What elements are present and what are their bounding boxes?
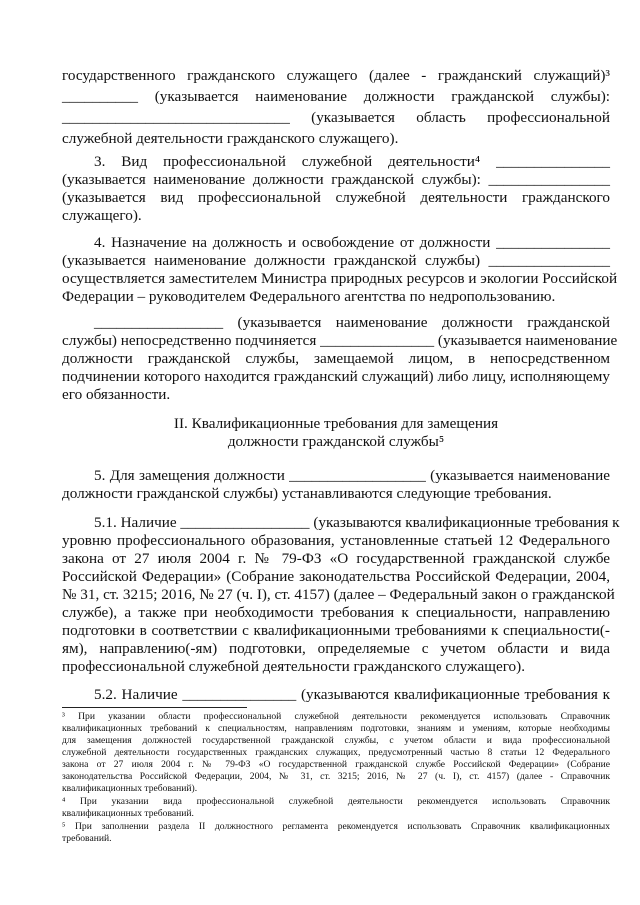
body-line: его обязанности.	[62, 386, 171, 403]
paragraph-subordination-start: _________________ (указывается наименование должности гражданской	[94, 314, 610, 331]
footnote-line: ³ При указании области профессиональной служебной деятельности рекомендуется использовать Справочник	[62, 711, 610, 722]
footnote-line: квалификационных требований к специальностям, направлениям подготовки, знаниям и умениям, которые необходимы	[62, 723, 610, 734]
paragraph-4-start: 4. Назначение на должность и освобождение от должности _______________	[94, 234, 610, 251]
footnote-separator	[62, 707, 247, 708]
body-line: должности гражданской службы) устанавливаются следующие требования.	[62, 485, 552, 502]
body-line: закона от 27 июля 2004 г. № 79-ФЗ «О государственной гражданской службе	[62, 550, 610, 567]
footnote-line: квалификационных требований.	[62, 808, 194, 819]
body-line: государственного гражданского служащего (далее - гражданский служащий)³	[62, 67, 610, 84]
paragraph-5-1-start: 5.1. Наличие _________________ (указываются квалификационные требования к	[94, 514, 620, 531]
body-line: подготовки в соответствии с квалификационными требованиями к специальности(-	[62, 622, 610, 639]
paragraph-5-2-start: 5.2. Наличие _______________ (указываются квалификационные требования к	[94, 686, 610, 703]
body-line: ______________________________ (указывается область профессиональной	[62, 109, 610, 126]
body-line: № 31, ст. 3215; 2016, № 27 (ч. I), ст. 4157) (далее – Федеральный закон о гражданской	[62, 586, 615, 603]
body-line: (указывается наименование должности гражданской службы): ________________	[62, 171, 610, 188]
section-heading: должности гражданской службы⁵	[227, 433, 445, 450]
body-line: уровню профессионального образования, установленные статьей 12 Федерального	[62, 532, 610, 549]
body-line: Российской Федерации» (Собрание законодательства Российской Федерации, 2004,	[62, 568, 610, 585]
footnote-line: служебной деятельности государственных гражданских служащих, предусмотренный частью 8 статьи 12 Федерального	[62, 747, 610, 758]
body-line: профессиональной служебной деятельности гражданского служащего).	[62, 658, 526, 675]
body-line: осуществляется заместителем Министра природных ресурсов и экологии Российской	[62, 270, 618, 287]
body-line: ям), направлению(-ям) подготовки, определяемые с учетом области и вида	[62, 640, 610, 657]
footnote-line: законодательства Российской Федерации, 2004, № 31, ст. 3215; 2016, № 27 (ч. I), ст. 4157) (далее - Справочник	[62, 771, 610, 782]
paragraph-3-start: 3. Вид профессиональной служебной деятельности⁴ _______________	[94, 153, 610, 170]
section-heading: II. Квалификационные требования для замещения	[173, 415, 499, 432]
body-line: службе), а также при необходимости требования к специальности, направлению	[62, 604, 610, 621]
paragraph-5-start: 5. Для замещения должности __________________ (указывается наименование	[94, 467, 610, 484]
footnote-line: требований.	[62, 833, 112, 844]
body-line: службы) непосредственно подчиняется _______________ (указывается наименование	[62, 332, 618, 349]
body-line: __________ (указывается наименование должности гражданской службы):	[62, 88, 610, 105]
body-line: должности гражданской службы, замещаемой лицом, в непосредственном	[62, 350, 610, 367]
footnote-line: квалификационных требований).	[62, 783, 198, 794]
body-line: служащего).	[62, 207, 142, 224]
body-line: Федерации – руководителем Федерального агентства по недропользованию.	[62, 288, 556, 305]
footnote-line: закона от 27 июля 2004 г. № 79-ФЗ «О государственной гражданской службе Российской Федерации» (Собрание	[62, 759, 610, 770]
footnote-line: ⁵ При заполнении раздела II должностного регламента рекомендуется использовать Справочник квалификационных	[62, 821, 610, 832]
body-line: подчинении которого находится гражданский служащий) либо лицу, исполняющему	[62, 368, 610, 385]
footnote-line: для замещения должностей государственной гражданской службы, с учетом области и вида профессиональной	[62, 735, 610, 746]
footnote-line: ⁴ При указании вида профессиональной служебной деятельности рекомендуется использовать Справочник	[62, 796, 610, 807]
body-line: служебной деятельности гражданского служащего).	[62, 130, 399, 147]
body-line: (указывается наименование должности гражданской службы) ________________	[62, 252, 610, 269]
body-line: (указывается вид профессиональной служебной деятельности гражданского	[62, 189, 610, 206]
